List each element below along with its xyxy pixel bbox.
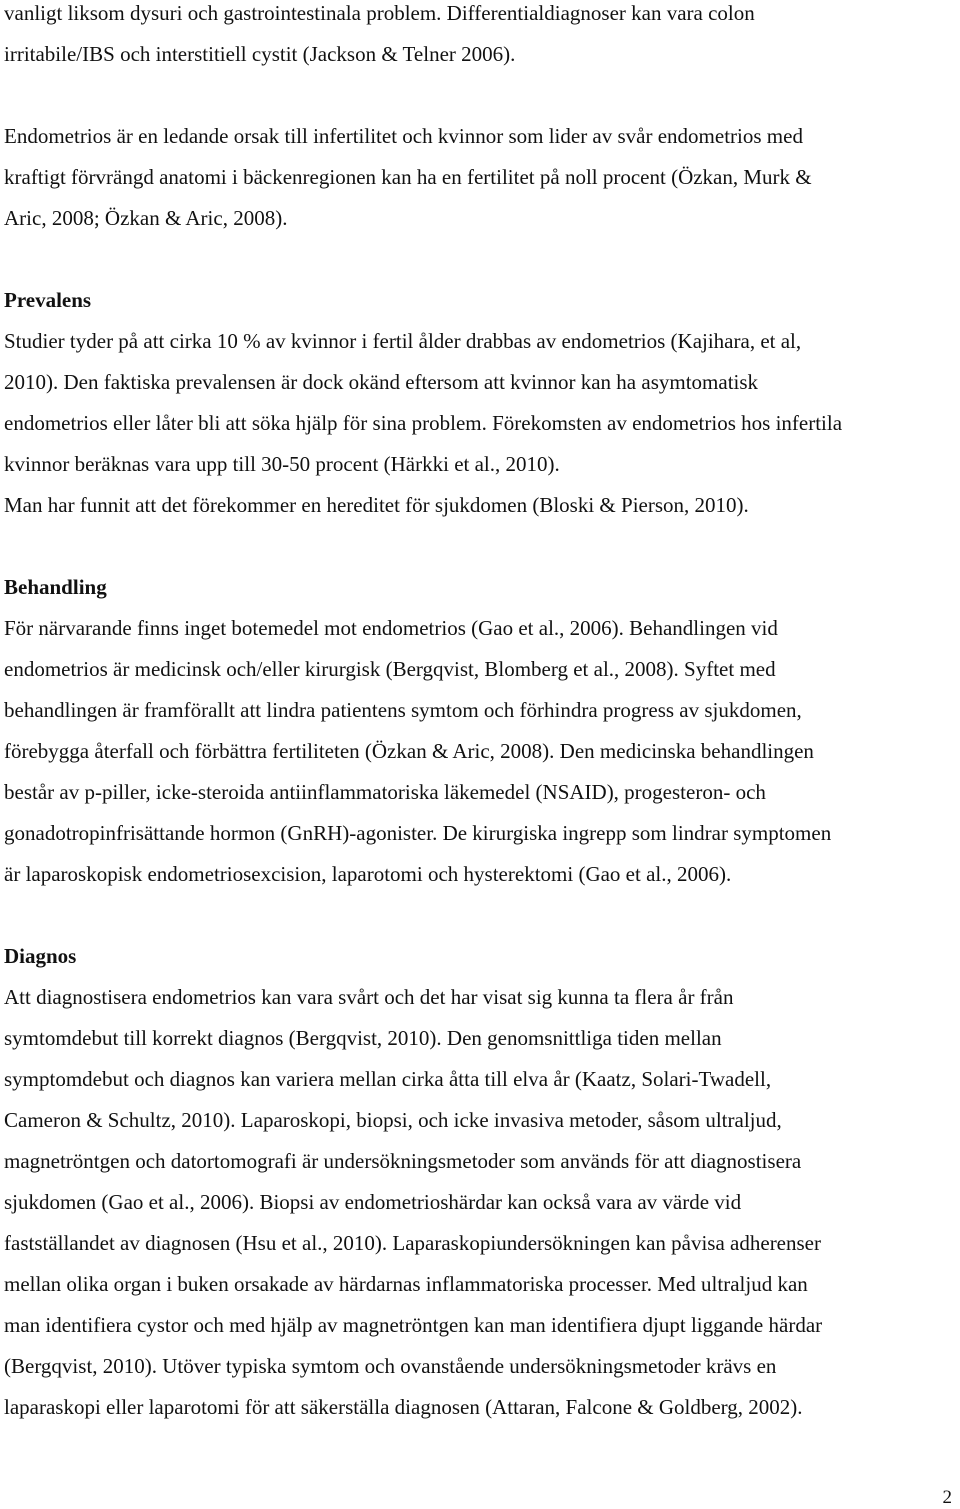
paragraph-line: Man har funnit att det förekommer en hereditet för sjukdomen (Bloski & Pierson, 2010). — [4, 493, 749, 517]
paragraph-line: Studier tyder på att cirka 10 % av kvinnor i fertil ålder drabbas av endometrios (Kajihara, et al, — [4, 329, 802, 353]
paragraph-line: Aric, 2008; Özkan & Aric, 2008). — [4, 206, 288, 230]
paragraph-line: består av p-piller, icke-steroida antiinflammatoriska läkemedel (NSAID), progesteron- och — [4, 780, 766, 804]
paragraph-line: man identifiera cystor och med hjälp av magnetröntgen kan man identifiera djupt liggande härdar — [4, 1313, 823, 1337]
paragraph-line: Cameron & Schultz, 2010). Laparoskopi, biopsi, och icke invasiva metoder, såsom ultraljud, — [4, 1108, 782, 1132]
paragraph-line: gonadotropinfrisättande hormon (GnRH)-agonister. De kirurgiska ingrepp som lindrar symptomen — [4, 821, 832, 845]
section-heading-diagnosis: Diagnos — [4, 944, 77, 968]
section-heading-treatment: Behandling — [4, 575, 107, 599]
paragraph-line: behandlingen är framförallt att lindra patientens symtom och förhindra progress av sjukdomen, — [4, 698, 802, 722]
page-number: 2 — [942, 1487, 952, 1508]
section-heading-prevalence: Prevalens — [4, 288, 92, 312]
paragraph-line: (Bergqvist, 2010). Utöver typiska symtom och ovanstående undersökningsmetoder krävs en — [4, 1354, 777, 1378]
paragraph-line: irritabile/IBS och interstitiell cystit (Jackson & Telner 2006). — [4, 42, 516, 66]
paragraph-line: mellan olika organ i buken orsakade av härdarnas inflammatoriska processer. Med ultraljud kan — [4, 1272, 808, 1296]
paragraph-line: endometrios eller låter bli att söka hjälp för sina problem. Förekomsten av endometrios hos infertila — [4, 411, 843, 435]
paragraph-line: är laparoskopisk endometriosexcision, laparotomi och hysterektomi (Gao et al., 2006). — [4, 862, 732, 886]
paragraph-line: symptomdebut och diagnos kan variera mellan cirka åtta till elva år (Kaatz, Solari-Twadell, — [4, 1067, 772, 1091]
paragraph-line: För närvarande finns inget botemedel mot endometrios (Gao et al., 2006). Behandlingen vid — [4, 616, 778, 640]
paragraph-line: kvinnor beräknas vara upp till 30-50 procent (Härkki et al., 2010). — [4, 452, 560, 476]
paragraph-line: kraftigt förvrängd anatomi i bäckenregionen kan ha en fertilitet på noll procent (Özkan, Murk & — [4, 165, 812, 189]
paragraph-line: magnetröntgen och datortomografi är undersökningsmetoder som används för att diagnostisera — [4, 1149, 802, 1173]
paragraph-line: laparaskopi eller laparotomi för att säkerställa diagnosen (Attaran, Falcone & Goldberg, 2002). — [4, 1395, 803, 1419]
paragraph-line: sjukdomen (Gao et al., 2006). Biopsi av endometrioshärdar kan också vara av värde vid — [4, 1190, 742, 1214]
paragraph-line: 2010). Den faktiska prevalensen är dock okänd eftersom att kvinnor kan ha asymtomatisk — [4, 370, 759, 394]
paragraph-line: symtomdebut till korrekt diagnos (Bergqvist, 2010). Den genomsnittliga tiden mellan — [4, 1026, 722, 1050]
paragraph-line: förebygga återfall och förbättra fertiliteten (Özkan & Aric, 2008). Den medicinska behandlingen — [4, 739, 814, 763]
paragraph-line: Att diagnostisera endometrios kan vara svårt och det har visat sig kunna ta flera år från — [4, 985, 734, 1009]
paragraph-line: endometrios är medicinsk och/eller kirurgisk (Bergqvist, Blomberg et al., 2008). Syftet med — [4, 657, 776, 681]
paragraph-line: Endometrios är en ledande orsak till infertilitet och kvinnor som lider av svår endometrios med — [4, 124, 803, 148]
paragraph-line: fastställandet av diagnosen (Hsu et al., 2010). Laparaskopiundersökningen kan påvisa adherenser — [4, 1231, 821, 1255]
paragraph-line: vanligt liksom dysuri och gastrointestinala problem. Differentialdiagnoser kan vara colon — [4, 1, 755, 25]
